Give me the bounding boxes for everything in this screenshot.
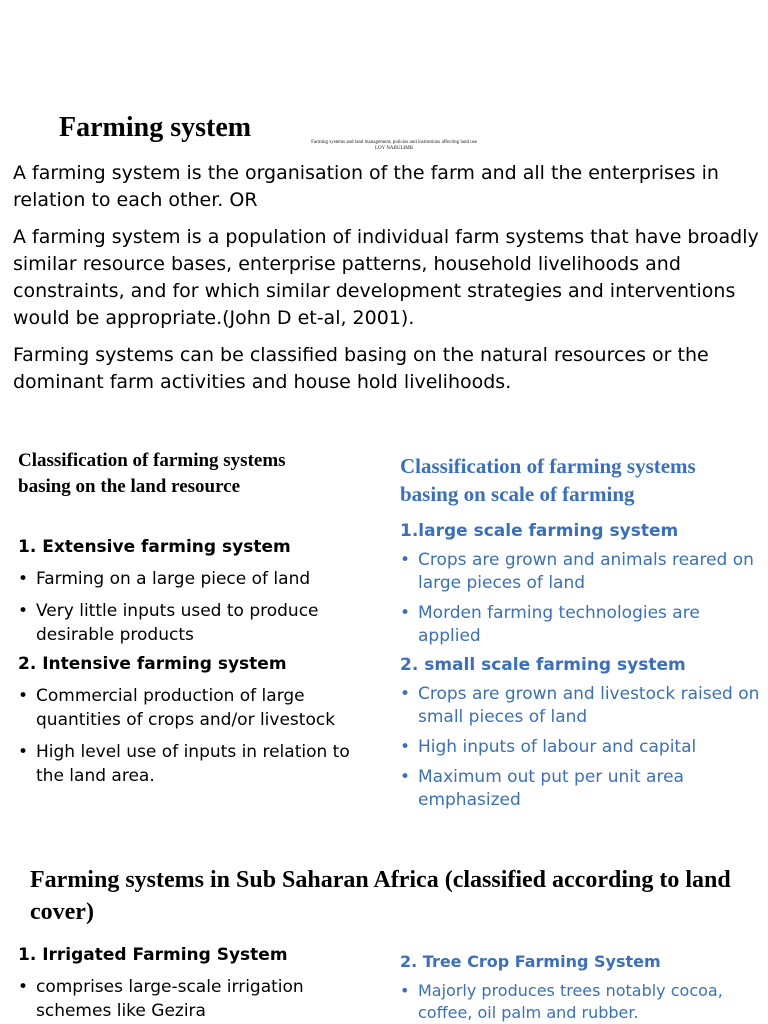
bullet-icon: •	[18, 601, 29, 621]
land-resource-column	[18, 448, 368, 788]
large-scale-heading: 1.large scale farming system	[400, 521, 679, 541]
list-item: • High level use of inputs in relation to the land area.	[18, 742, 350, 786]
list-item: • Crops are grown and animals reared on large pieces of land	[400, 550, 754, 593]
bullet-icon: •	[400, 603, 411, 623]
bullet-icon: •	[400, 684, 411, 704]
definition-paragraph-3: Farming systems can be classified basing on the natural resources or the dominant farm activities and house hold livelihoods.	[13, 344, 709, 393]
definition-paragraph-1: A farming system is the organisation of the farm and all the enterprises in relation to each other. OR	[13, 162, 719, 211]
irrigated-heading: 1. Irrigated Farming System	[18, 945, 288, 965]
header-note: Farming systems and land management, policies and institutions affecting land use LOY NABULIMB	[311, 140, 477, 151]
list-item: • comprises large-scale irrigation schemes like Gezira	[18, 977, 304, 1021]
land-resource-heading: Classification of farming systems basing on the land resource	[18, 450, 286, 497]
list-item: • High inputs of labour and capital	[400, 737, 697, 757]
scale-heading: Classification of farming systems basing on scale of farming	[400, 454, 696, 506]
bullet-icon: •	[18, 686, 29, 706]
irrigated-column	[18, 944, 368, 1023]
page-title: Farming system	[59, 112, 252, 143]
list-item: • Very little inputs used to produce desirable products	[18, 601, 319, 645]
list-item: • Majorly produces trees notably cocoa, coffee, oil palm and rubber.	[400, 981, 723, 1022]
definition-paragraph-2: A farming system is a population of individual farm systems that have broadly similar resource bases, enterprise patterns, household livelihoods and constraints, and for which similar development strategies and interventions would be appropriate.(John D et-al, 2001).	[13, 226, 759, 329]
bullet-icon: •	[18, 977, 29, 997]
bullet-icon: •	[18, 742, 29, 762]
list-item: • Maximum out put per unit area emphasized	[400, 767, 684, 810]
scale-column	[400, 452, 762, 812]
bullet-icon: •	[400, 550, 411, 570]
sub-saharan-heading: Farming systems in Sub Saharan Africa (classified according to land cover)	[30, 867, 731, 925]
list-item: • Morden farming technologies are applied	[400, 603, 700, 646]
tree-crop-heading: 2. Tree Crop Farming System	[400, 952, 661, 971]
tree-crop-column	[400, 950, 762, 1024]
small-scale-heading: 2. small scale farming system	[400, 655, 686, 675]
bullet-icon: •	[400, 981, 410, 1000]
list-item: • Crops are grown and livestock raised on small pieces of land	[400, 684, 760, 727]
bullet-icon: •	[400, 767, 411, 787]
list-item: • Farming on a large piece of land	[18, 569, 311, 589]
list-item: • Commercial production of large quantities of crops and/or livestock	[18, 686, 336, 730]
bullet-icon: •	[400, 737, 411, 757]
extensive-farming-heading: 1. Extensive farming system	[18, 537, 291, 557]
bullet-icon: •	[18, 569, 29, 589]
intensive-farming-heading: 2. Intensive farming system	[18, 654, 287, 674]
